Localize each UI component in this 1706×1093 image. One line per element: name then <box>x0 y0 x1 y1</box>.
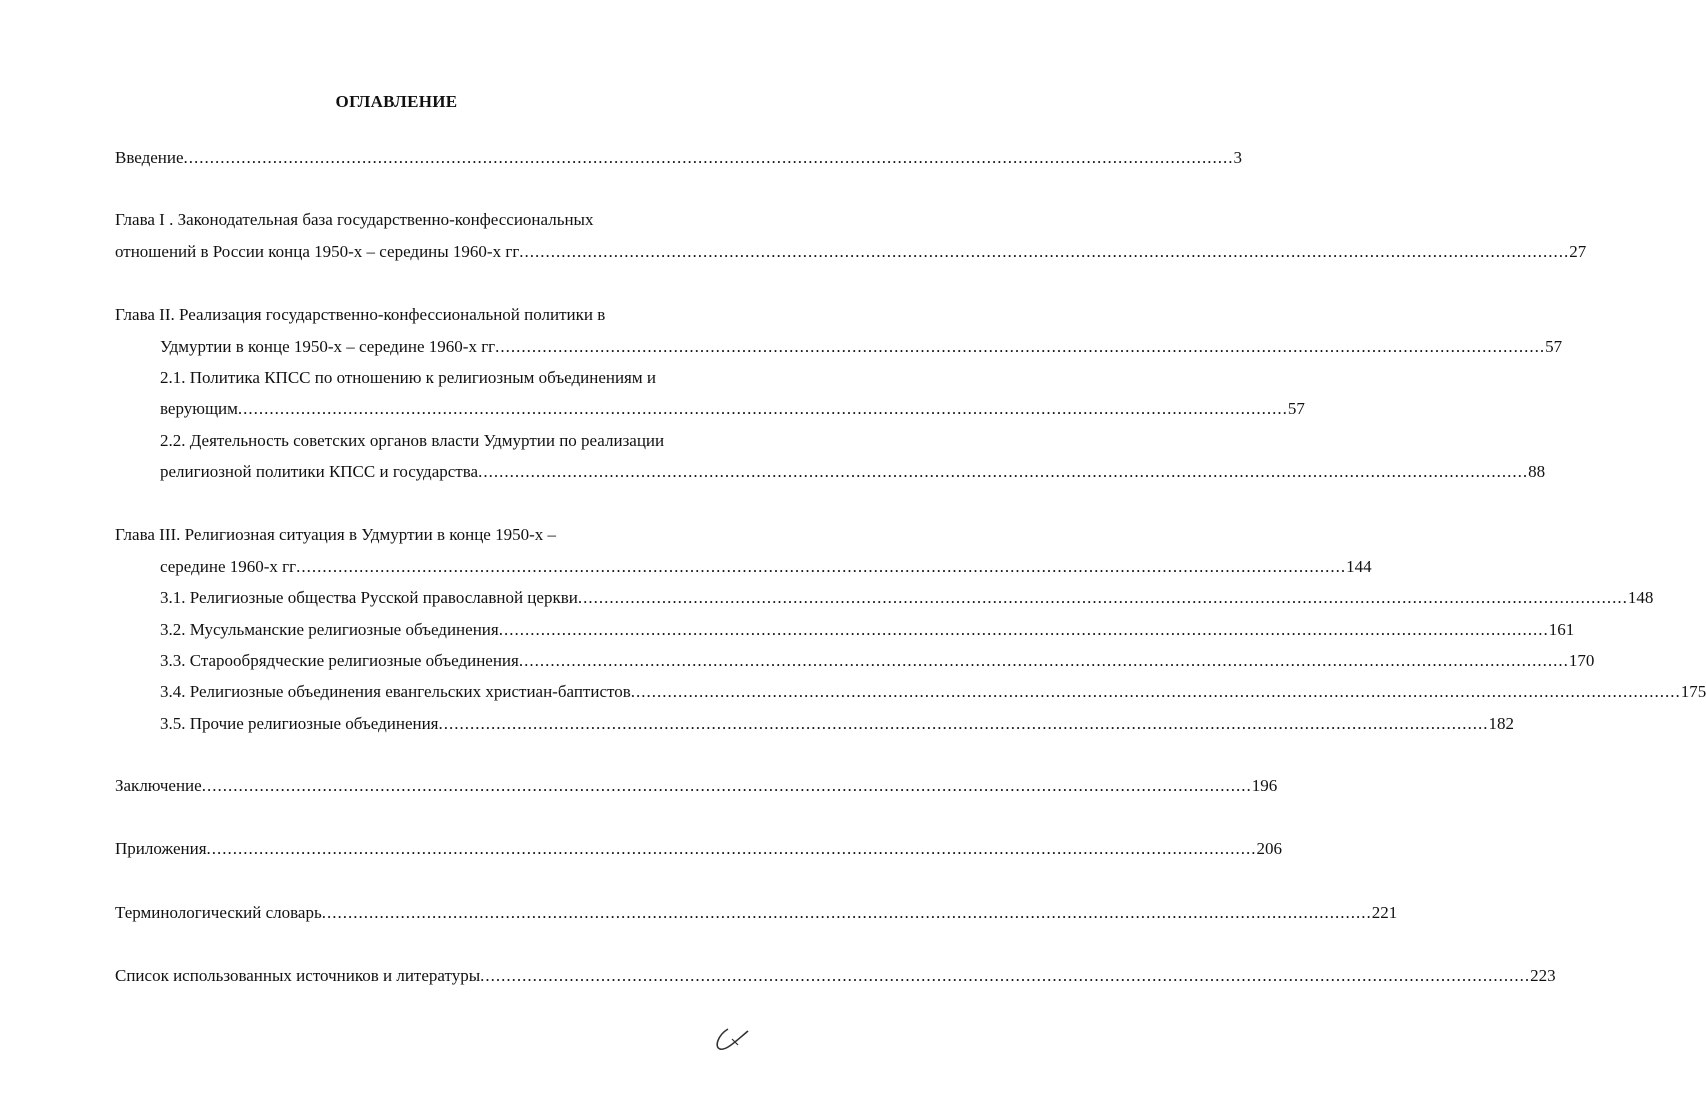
toc-page-number: 170 <box>1568 651 1595 670</box>
toc-label: середине 1960-х гг <box>160 557 297 576</box>
toc-section-2-2-line1: 2.2. Деятельность советских органов власти Удмуртии по реализации <box>160 431 665 450</box>
leader-dots: ........................................................................................................................................................................................................ <box>237 399 1288 418</box>
toc-entry-chapter-2 <box>160 336 1563 358</box>
toc-entry-chapter-3 <box>160 556 1372 578</box>
page-title: ОГЛАВЛЕНИЕ <box>335 92 458 111</box>
toc-page-number: 175 <box>1680 682 1706 701</box>
toc-page-number: 57 <box>1287 399 1305 418</box>
toc-label: Терминологический словарь <box>115 903 322 922</box>
toc-label: 3.4. Религиозные объединения евангельских христиан-баптистов <box>160 682 631 701</box>
toc-label: Список использованных источников и литературы <box>115 966 481 985</box>
leader-dots: ........................................................................................................................................................................................................ <box>519 242 1570 261</box>
toc-page-number: 182 <box>1488 714 1514 733</box>
toc-label: верующим <box>160 399 238 418</box>
leader-dots: ........................................................................................................................................................................................................ <box>630 682 1681 701</box>
toc-entry-chapter-1 <box>115 241 1587 263</box>
leader-dots: ........................................................................................................................................................................................................ <box>438 714 1489 733</box>
toc-label: 3.1. Религиозные общества Русской православной церкви <box>160 588 578 607</box>
toc-page-number: 144 <box>1346 557 1372 576</box>
leader-dots: ........................................................................................................................................................................................................ <box>296 557 1347 576</box>
toc-entry-section-2-1 <box>160 398 1305 420</box>
leader-dots: ........................................................................................................................................................................................................ <box>321 903 1372 922</box>
toc-label: Приложения <box>115 839 207 858</box>
toc-page-number: 196 <box>1251 776 1278 795</box>
leader-dots: ........................................................................................................................................................................................................ <box>183 148 1234 167</box>
toc-label: Введение <box>115 148 184 167</box>
toc-page-number: 161 <box>1548 620 1575 639</box>
leader-dots: ........................................................................................................................................................................................................ <box>518 651 1569 670</box>
toc-entry-glossary <box>115 902 1398 924</box>
toc-chapter-2-line1: Глава II. Реализация государственно-конфессиональной политики в <box>115 305 606 324</box>
toc-label: Заключение <box>115 776 202 795</box>
toc-entry-section-3-4 <box>160 681 1706 703</box>
toc-entry-section-3-2 <box>160 619 1575 641</box>
toc-label: отношений в России конца 1950-х – середины 1960-х гг <box>115 242 520 261</box>
leader-dots: ........................................................................................................................................................................................................ <box>478 462 1529 481</box>
toc-chapter-3-line1: Глава III. Религиозная ситуация в Удмуртии в конце 1950-х – <box>115 525 557 544</box>
toc-entry-section-2-2 <box>160 461 1546 483</box>
toc-chapter-1-line1: Глава I . Законодательная база государственно-конфессиональных <box>115 210 594 229</box>
toc-entry-sources <box>115 965 1556 987</box>
toc-page-number: 221 <box>1371 903 1398 922</box>
toc-entry-appendix <box>115 838 1283 860</box>
toc-page-number: 57 <box>1545 337 1563 356</box>
leader-dots: ........................................................................................................................................................................................................ <box>201 776 1252 795</box>
toc-entry-intro <box>115 147 1243 169</box>
toc-entry-section-3-1 <box>160 587 1654 609</box>
toc-label: 3.3. Старообрядческие религиозные объединения <box>160 651 519 670</box>
toc-label: Удмуртии в конце 1950-х – середине 1960-х гг <box>160 337 496 356</box>
toc-entry-section-3-5 <box>160 713 1514 735</box>
toc-entry-conclusion <box>115 775 1278 797</box>
toc-label: 3.2. Мусульманские религиозные объединения <box>160 620 499 639</box>
toc-label: 3.5. Прочие религиозные объединения <box>160 714 439 733</box>
toc-page-number: 223 <box>1530 966 1556 985</box>
handwritten-mark-icon <box>712 1025 752 1055</box>
leader-dots: ........................................................................................................................................................................................................ <box>498 620 1549 639</box>
toc-entry-section-3-3 <box>160 650 1595 672</box>
toc-page-number: 206 <box>1256 839 1283 858</box>
toc-page-number: 148 <box>1627 588 1654 607</box>
leader-dots: ........................................................................................................................................................................................................ <box>480 966 1531 985</box>
toc-page-number: 27 <box>1569 242 1587 261</box>
toc-page-number: 88 <box>1528 462 1546 481</box>
leader-dots: ........................................................................................................................................................................................................ <box>206 839 1257 858</box>
toc-section-2-1-line1: 2.1. Политика КПСС по отношению к религиозным объединениям и <box>160 368 656 387</box>
leader-dots: ........................................................................................................................................................................................................ <box>577 588 1628 607</box>
leader-dots: ........................................................................................................................................................................................................ <box>495 337 1546 356</box>
toc-page-number: 3 <box>1233 148 1243 167</box>
toc-label: религиозной политики КПСС и государства <box>160 462 479 481</box>
